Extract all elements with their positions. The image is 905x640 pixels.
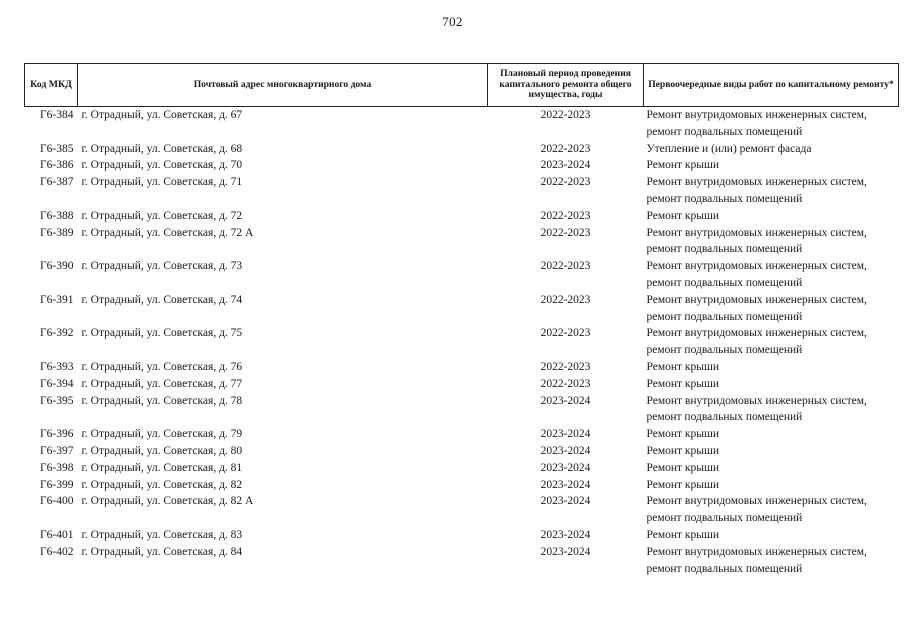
cell-period: 2023-2024	[540, 428, 591, 441]
cell-works	[644, 208, 899, 225]
cell-address: г. Отрадный, ул. Советская, д. 78	[81, 394, 243, 407]
cell-works	[644, 141, 899, 158]
cell-address: г. Отрадный, ул. Советская, д. 83	[81, 528, 243, 541]
cell-works	[644, 493, 899, 527]
cell-address: г. Отрадный, ул. Советская, д. 72 А	[81, 226, 254, 239]
cell-works	[644, 107, 899, 141]
work-line: ремонт подвальных помещений	[646, 310, 803, 323]
work-line: Ремонт крыши	[646, 461, 720, 474]
cell-period: 2023-2024	[540, 528, 591, 541]
cell-period: 2022-2023	[540, 226, 591, 239]
work-line: Ремонт внутридомовых инженерных систем,	[646, 327, 867, 340]
cell-address: г. Отрадный, ул. Советская, д. 79	[81, 428, 243, 441]
header-address: Почтовый адрес многоквартирного дома	[78, 64, 488, 107]
cell-works	[644, 443, 899, 460]
cell-code: Г6-386	[40, 159, 74, 172]
cell-code: Г6-390	[40, 260, 74, 273]
cell-address: г. Отрадный, ул. Советская, д. 80	[81, 444, 243, 457]
cell-period: 2022-2023	[540, 360, 591, 373]
cell-works	[644, 426, 899, 443]
table-row	[25, 258, 899, 292]
table-row	[25, 493, 899, 527]
table-row	[25, 477, 899, 494]
cell-period: 2023-2024	[540, 478, 591, 491]
cell-period: 2023-2024	[540, 461, 591, 474]
cell-period: 2022-2023	[540, 327, 591, 340]
work-line: Ремонт крыши	[646, 428, 720, 441]
cell-works	[644, 376, 899, 393]
table-body	[25, 107, 899, 578]
cell-works	[644, 292, 899, 326]
cell-works	[644, 258, 899, 292]
header-row	[25, 64, 899, 107]
table-row	[25, 208, 899, 225]
cell-code: Г6-400	[40, 495, 74, 508]
work-line: Ремонт крыши	[646, 209, 720, 222]
work-line: ремонт подвальных помещений	[646, 276, 803, 289]
work-line: Ремонт внутридомовых инженерных систем,	[646, 109, 867, 121]
work-line: ремонт подвальных помещений	[646, 411, 803, 424]
table-header	[25, 64, 899, 107]
cell-period: 2022-2023	[540, 260, 591, 273]
work-line: ремонт подвальных помещений	[646, 192, 803, 205]
cell-address: г. Отрадный, ул. Советская, д. 67	[81, 109, 243, 121]
work-line: Ремонт внутридомовых инженерных систем,	[646, 176, 867, 189]
work-line: Ремонт крыши	[646, 528, 720, 541]
cell-code: Г6-389	[40, 226, 74, 239]
cell-address: г. Отрадный, ул. Советская, д. 68	[81, 142, 243, 155]
work-line: ремонт подвальных помещений	[646, 512, 803, 525]
work-line: ремонт подвальных помещений	[646, 344, 803, 357]
header-code: Код МКД	[25, 64, 78, 107]
work-line: ремонт подвальных помещений	[646, 562, 803, 575]
cell-code: Г6-396	[40, 428, 74, 441]
cell-works	[644, 544, 899, 578]
cell-address: г. Отрадный, ул. Советская, д. 74	[81, 293, 243, 306]
cell-code: Г6-401	[40, 528, 74, 541]
cell-code: Г6-384	[40, 109, 74, 121]
cell-code: Г6-402	[40, 545, 74, 558]
table-row	[25, 460, 899, 477]
cell-address: г. Отрадный, ул. Советская, д. 75	[81, 327, 243, 340]
cell-works	[644, 460, 899, 477]
cell-period: 2022-2023	[540, 293, 591, 306]
cell-address: г. Отрадный, ул. Советская, д. 84	[81, 545, 243, 558]
cell-period: 2023-2024	[540, 394, 591, 407]
table-row	[25, 393, 899, 427]
table-row	[25, 292, 899, 326]
table-row	[25, 443, 899, 460]
cell-code: Г6-392	[40, 327, 74, 340]
table-row	[25, 359, 899, 376]
work-line: Ремонт крыши	[646, 360, 720, 373]
cell-works	[644, 325, 899, 359]
cell-works	[644, 393, 899, 427]
work-line: Ремонт внутридомовых инженерных систем,	[646, 545, 867, 558]
cell-code: Г6-397	[40, 444, 74, 457]
cell-address: г. Отрадный, ул. Советская, д. 73	[81, 260, 243, 273]
cell-period: 2023-2024	[540, 495, 591, 508]
work-line: ремонт подвальных помещений	[646, 243, 803, 256]
table-row	[25, 157, 899, 174]
work-line: Ремонт внутридомовых инженерных систем,	[646, 226, 867, 239]
table-row	[25, 325, 899, 359]
table-row	[25, 426, 899, 443]
header-period: Плановый период проведения капитального ремонта общего имущества, годы	[488, 64, 644, 107]
header-works: Первоочередные виды работ по капитальному ремонту*	[644, 64, 899, 107]
table-row	[25, 141, 899, 158]
cell-address: г. Отрадный, ул. Советская, д. 72	[81, 209, 243, 222]
cell-code: Г6-398	[40, 461, 74, 474]
table-row	[25, 107, 899, 141]
table-row	[25, 174, 899, 208]
cell-works	[644, 225, 899, 259]
cell-code: Г6-399	[40, 478, 74, 491]
cell-period: 2023-2024	[540, 444, 591, 457]
cell-address: г. Отрадный, ул. Советская, д. 82 А	[81, 495, 254, 508]
cell-period: 2023-2024	[540, 545, 591, 558]
cell-address: г. Отрадный, ул. Советская, д. 76	[81, 360, 243, 373]
cell-period: 2022-2023	[540, 109, 591, 121]
cell-works	[644, 174, 899, 208]
cell-works	[644, 157, 899, 174]
table-row	[25, 527, 899, 544]
cell-works	[644, 477, 899, 494]
cell-code: Г6-391	[40, 293, 74, 306]
cell-period: 2022-2023	[540, 209, 591, 222]
cell-code: Г6-385	[40, 142, 74, 155]
table-row	[25, 376, 899, 393]
page-number: 702	[442, 14, 463, 29]
work-line: Ремонт крыши	[646, 159, 720, 172]
cell-code: Г6-393	[40, 360, 74, 373]
table-row	[25, 544, 899, 578]
work-line: Ремонт крыши	[646, 377, 720, 390]
cell-code: Г6-388	[40, 209, 74, 222]
work-line: Ремонт внутридомовых инженерных систем,	[646, 495, 867, 508]
cell-period: 2023-2024	[540, 159, 591, 172]
table-row	[25, 225, 899, 259]
cell-address: г. Отрадный, ул. Советская, д. 71	[81, 176, 243, 189]
work-line: Ремонт крыши	[646, 444, 720, 457]
work-line: Утепление и (или) ремонт фасада	[646, 142, 812, 155]
cell-address: г. Отрадный, ул. Советская, д. 82	[81, 478, 243, 491]
cell-works	[644, 359, 899, 376]
cell-address: г. Отрадный, ул. Советская, д. 77	[81, 377, 243, 390]
work-line: ремонт подвальных помещений	[646, 125, 803, 138]
cell-period: 2022-2023	[540, 377, 591, 390]
work-line: Ремонт крыши	[646, 478, 720, 491]
cell-code: Г6-387	[40, 176, 74, 189]
repair-registry-table	[24, 63, 899, 577]
cell-works	[644, 527, 899, 544]
work-line: Ремонт внутридомовых инженерных систем,	[646, 260, 867, 273]
cell-period: 2022-2023	[540, 142, 591, 155]
cell-code: Г6-394	[40, 377, 74, 390]
cell-code: Г6-395	[40, 394, 74, 407]
work-line: Ремонт внутридомовых инженерных систем,	[646, 293, 867, 306]
work-line: Ремонт внутридомовых инженерных систем,	[646, 394, 867, 407]
cell-period: 2022-2023	[540, 176, 591, 189]
cell-address: г. Отрадный, ул. Советская, д. 81	[81, 461, 243, 474]
cell-address: г. Отрадный, ул. Советская, д. 70	[81, 159, 243, 172]
